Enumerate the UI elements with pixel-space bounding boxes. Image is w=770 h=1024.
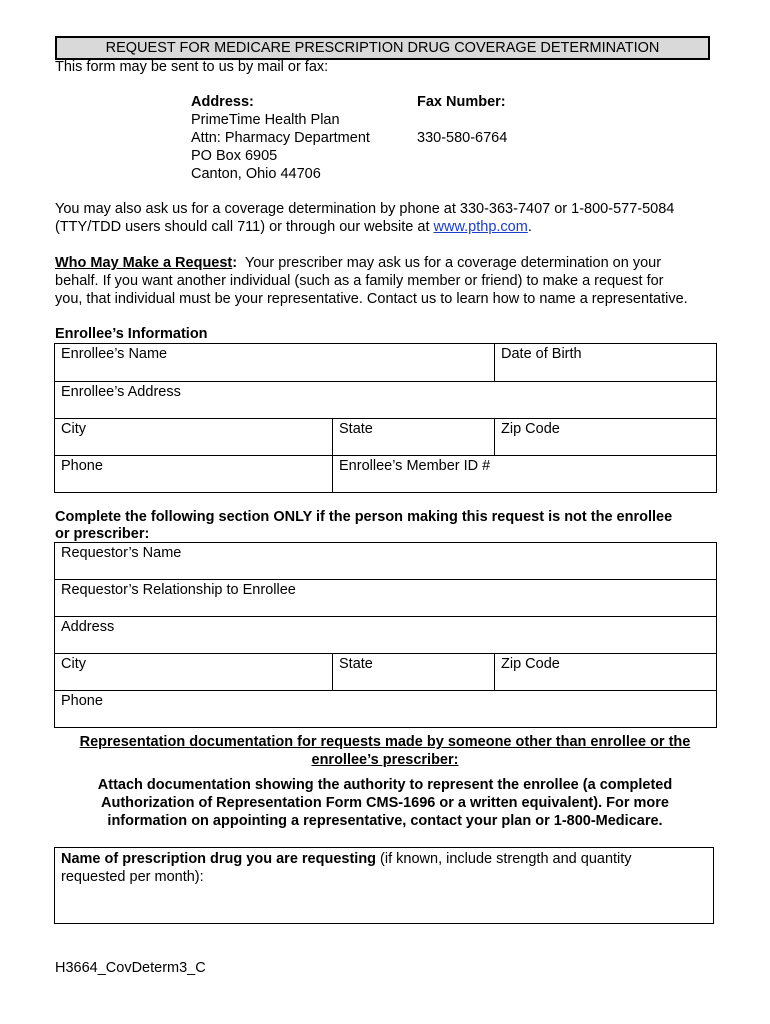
address-line: PO Box 6905: [191, 148, 278, 164]
drug-name-label: Name of prescription drug you are requesting: [61, 851, 377, 867]
phone-note-line2: [55, 219, 532, 235]
requestor-city-field[interactable]: [55, 654, 333, 691]
address-line: PrimeTime Health Plan: [191, 112, 340, 128]
enrollee-table: [54, 343, 717, 493]
address-label: Address:: [191, 94, 254, 110]
phone-field[interactable]: [55, 456, 333, 493]
phone-note-line1: You may also ask us for a coverage determination by phone at 330-363-7407 or 1-800-577-5084: [55, 201, 675, 217]
member-id-label: Enrollee’s Member ID #: [339, 458, 491, 474]
state-label: State: [339, 421, 373, 437]
enrollee-name-field[interactable]: [55, 344, 495, 382]
requestor-city-label: City: [61, 656, 86, 672]
website-link[interactable]: www.pthp.com: [433, 219, 528, 235]
requestor-phone-label: Phone: [61, 693, 103, 709]
requestor-address-field[interactable]: [55, 617, 717, 654]
requestor-address-label: Address: [61, 619, 115, 635]
drug-name-hint-line2: requested per month):: [61, 869, 204, 885]
who-may-text: Your prescriber may ask us for a coverage determination on your: [237, 255, 662, 271]
date-of-birth-label: Date of Birth: [501, 346, 582, 362]
who-may-line1: [55, 255, 661, 271]
requestor-table: [54, 542, 717, 728]
who-may-line2: behalf. If you want another individual (such as a family member or friend) to make a request for: [55, 273, 664, 289]
date-of-birth-field[interactable]: [495, 344, 717, 382]
phone-label: Phone: [61, 458, 103, 474]
form-code: H3664_CovDeterm3_C: [55, 960, 206, 976]
representation-body-line2: Authorization of Representation Form CMS-1696 or a written equivalent). For more: [101, 795, 669, 811]
drug-name-field[interactable]: [54, 847, 714, 924]
who-may-heading: Who May Make a Request: [55, 255, 233, 271]
requestor-name-label: Requestor’s Name: [61, 545, 182, 561]
representation-heading-line2: enrollee’s prescriber:: [311, 752, 459, 768]
enrollee-name-label: Enrollee’s Name: [61, 346, 168, 362]
city-label: City: [61, 421, 86, 437]
form-title: REQUEST FOR MEDICARE PRESCRIPTION DRUG COVERAGE DETERMINATION: [55, 36, 710, 60]
representation-body-line3: information on appointing a representative, contact your plan or 1-800-Medicare.: [107, 813, 663, 829]
requestor-phone-field[interactable]: [55, 691, 717, 728]
representation-body-line1: Attach documentation showing the authority to represent the enrollee (a completed: [97, 777, 673, 793]
member-id-field[interactable]: [333, 456, 717, 493]
requestor-zip-label: Zip Code: [501, 656, 560, 672]
who-may-line3: you, that individual must be your representative. Contact us to learn how to name a representative.: [55, 291, 688, 307]
enrollee-address-field[interactable]: [55, 382, 717, 419]
enrollee-address-label: Enrollee’s Address: [61, 384, 181, 400]
requestor-name-field[interactable]: [55, 543, 717, 580]
fax-number: 330-580-6764: [417, 130, 508, 146]
state-field[interactable]: [333, 419, 495, 456]
address-line: Attn: Pharmacy Department: [191, 130, 370, 146]
who-may-colon: :: [232, 255, 238, 271]
intro-text: This form may be sent to us by mail or fax:: [55, 59, 329, 75]
city-field[interactable]: [55, 419, 333, 456]
requestor-heading-line2: or prescriber:: [55, 526, 150, 542]
fax-label: Fax Number:: [417, 94, 506, 110]
requestor-state-label: State: [339, 656, 373, 672]
enrollee-heading: Enrollee’s Information: [55, 326, 208, 342]
zip-code-label: Zip Code: [501, 421, 560, 437]
address-line: Canton, Ohio 44706: [191, 166, 321, 182]
requestor-state-field[interactable]: [333, 654, 495, 691]
requestor-zip-field[interactable]: [495, 654, 717, 691]
zip-code-field[interactable]: [495, 419, 717, 456]
phone-note-text: (TTY/TDD users should call 711) or through our website at: [55, 219, 434, 235]
requestor-relationship-field[interactable]: [55, 580, 717, 617]
drug-name-hint: (if known, include strength and quantity: [376, 851, 632, 867]
representation-heading-line1: Representation documentation for requests made by someone other than enrollee or the: [79, 734, 691, 750]
phone-note-end: .: [527, 219, 532, 235]
requestor-heading-line1: Complete the following section ONLY if the person making this request is not the enrollee: [55, 509, 673, 525]
requestor-relationship-label: Requestor’s Relationship to Enrollee: [61, 582, 296, 598]
